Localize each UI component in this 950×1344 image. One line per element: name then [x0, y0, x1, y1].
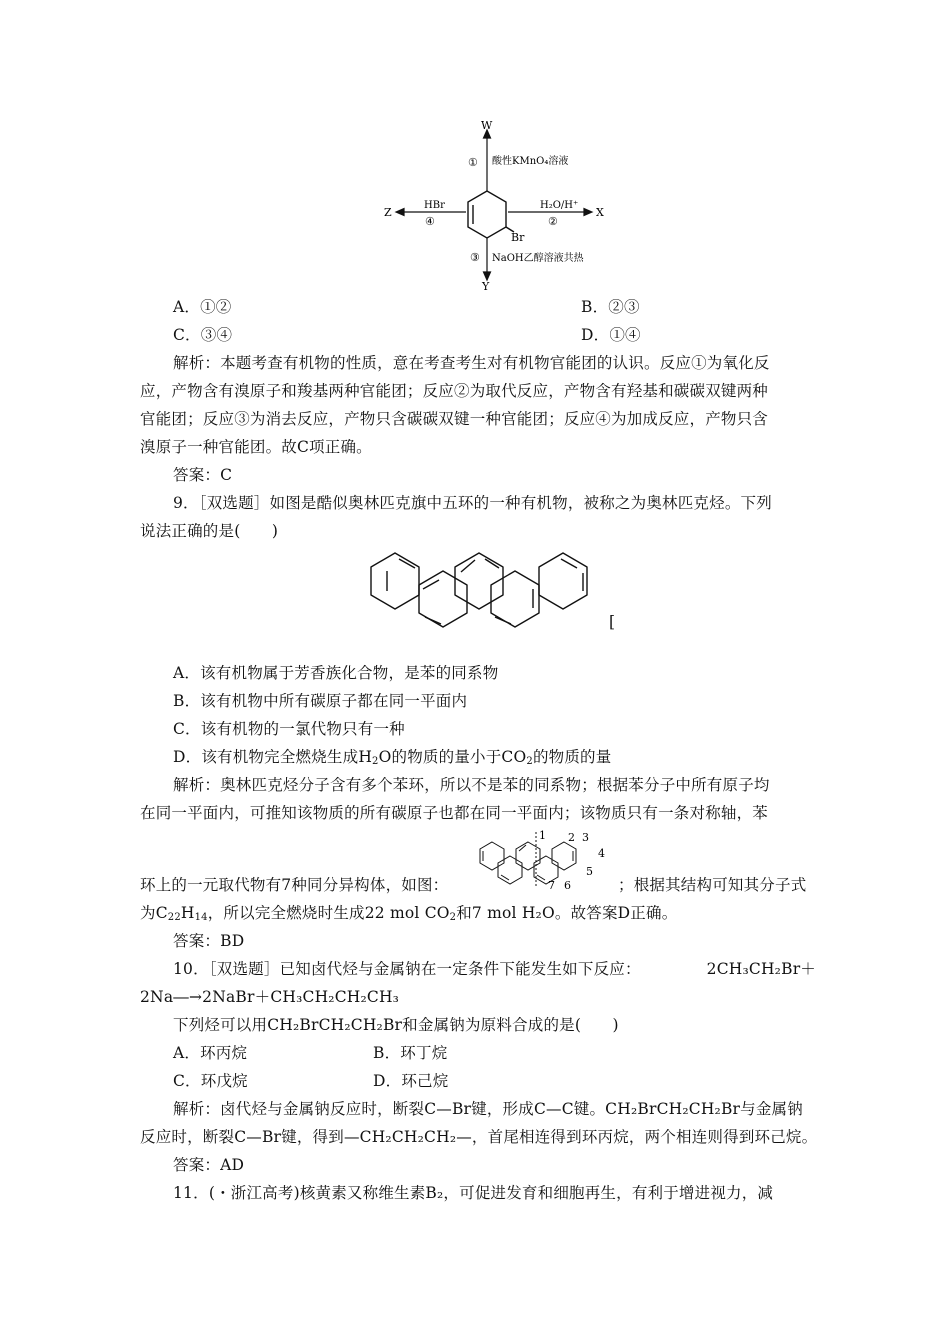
q10-stem-line-1: 10．［双选题］已知卤代烃与金属钠在一定条件下能发生如下反应： 2CH₃CH₂Br＋ [173, 960, 816, 978]
q10-analysis-line-1: 解析：卤代烃与金属钠反应时，断裂C—Br键，形成C—C键。CH₂BrCH₂CH₂Br与金属钠 [173, 1100, 803, 1118]
q9-analysis-line-3: 环上的一元取代物有7种同分异构体，如图： ；根据其结构可知其分子式 [140, 876, 807, 894]
q10-answer: 答案：AD [173, 1156, 245, 1174]
q8-answer: 答案：C [173, 466, 233, 484]
q10-analysis-line-2: 反应时，断裂C—Br键，得到—CH₂CH₂CH₂—，首尾相连得到环丙烷，两个相连则得到环己烷。 [140, 1128, 818, 1146]
position-3: 3 [582, 831, 589, 844]
reaction-3-number: ③ [470, 251, 480, 264]
product-W: W [481, 120, 493, 132]
q8-option-b: B．②③ [581, 298, 640, 316]
q10-stem-line-3: 下列烃可以用CH₂BrCH₂CH₂Br和金属钠为原料合成的是( ) [173, 1016, 619, 1034]
position-1: 1 [539, 829, 546, 842]
position-5: 5 [586, 865, 593, 878]
q10-options-row-1 [173, 1041, 849, 1065]
q9-option-b: B．该有机物中所有碳原子都在同一平面内 [173, 692, 468, 710]
reaction-1-reagent: 酸性KMnO₄溶液 [492, 156, 569, 167]
q8-analysis-line-1: 解析：本题考查有机物的性质，意在考查考生对有机物官能团的认识。反应①为氧化反 [173, 354, 770, 372]
position-6: 6 [564, 879, 571, 892]
reaction-4-number: ④ [425, 215, 435, 228]
reaction-3-reagent: NaOH乙醇溶液共热 [492, 253, 584, 264]
product-X: X [596, 206, 604, 219]
product-Z: Z [384, 206, 392, 219]
q8-analysis-line-4: 溴原子一种官能团。故C项正确。 [140, 438, 372, 456]
q9-option-d: D．该有机物完全燃烧生成$H_2O$的物质的量小于$CO_2$的物质的量 [173, 748, 612, 767]
q10-option-c: C．环戊烷 [173, 1072, 248, 1090]
q9-option-c: C．该有机物的一氯代物只有一种 [173, 720, 405, 738]
q9-answer: 答案：BD [173, 932, 245, 950]
q9-option-a: A．该有机物属于芳香族化合物，是苯的同系物 [173, 664, 499, 682]
q8-option-a: A．①② [173, 298, 232, 316]
q8-options-row-2 [173, 323, 849, 347]
reaction-4-reagent: HBr [424, 200, 445, 211]
reaction-scheme-figure [380, 120, 620, 290]
q9-stem-line-2: 说法正确的是( ) [140, 522, 279, 540]
q10-option-a: A．环丙烷 [173, 1044, 248, 1062]
q8-option-d: D．①④ [581, 326, 641, 344]
reaction-1-number: ① [468, 156, 478, 169]
position-4: 4 [598, 847, 605, 860]
q9-analysis-line-4: 为$C_{22}H_{14}$，所以完全燃烧时生成22 mol $CO_2$和7 mol H₂O。故答案D正确。 [140, 904, 678, 923]
q10-option-b: B．环丁烷 [373, 1044, 448, 1062]
position-2: 2 [568, 831, 575, 844]
olympicene-structure [365, 545, 610, 635]
bromo-label: Br [511, 231, 525, 244]
cyclohexene-ring [468, 191, 514, 238]
q10-stem-line-2: 2Na―→2NaBr＋CH₃CH₂CH₂CH₃ [140, 988, 400, 1006]
product-Y: Y [482, 280, 490, 290]
q10-option-d: D．环己烷 [373, 1072, 449, 1090]
reaction-2-number: ② [548, 215, 558, 228]
q9-stem-line-1: 9．［双选题］如图是酷似奥林匹克旗中五环的一种有机物，被称之为奥林匹克烃。下列 [173, 494, 772, 512]
position-7: 7 [548, 879, 555, 892]
stray-bracket: [ [609, 613, 616, 631]
q9-analysis-line-2: 在同一平面内，可推知该物质的所有碳原子也都在同一平面内；该物质只有一条对称轴，苯 [140, 804, 769, 822]
q9-analysis-line-1: 解析：奥林匹克烃分子含有多个苯环，所以不是苯的同系物；根据苯分子中所有原子均 [173, 776, 770, 794]
q8-analysis-line-3: 官能团；反应③为消去反应，产物只含碳碳双键一种官能团；反应④为加成反应，产物只含 [140, 410, 769, 428]
q8-analysis-line-2: 应，产物含有溴原子和羧基两种官能团；反应②为取代反应，产物含有羟基和碳碳双键两种 [140, 382, 769, 400]
q11-stem-line-1: 11．(・浙江高考)核黄素又称维生素B₂，可促进发育和细胞再生，有利于增进视力，减 [173, 1184, 774, 1202]
q10-options-row-2 [173, 1069, 849, 1093]
q8-option-c: C．③④ [173, 326, 233, 344]
reaction-2-reagent: H₂O/H⁺ [540, 200, 579, 211]
q8-options-row-1 [173, 295, 849, 319]
